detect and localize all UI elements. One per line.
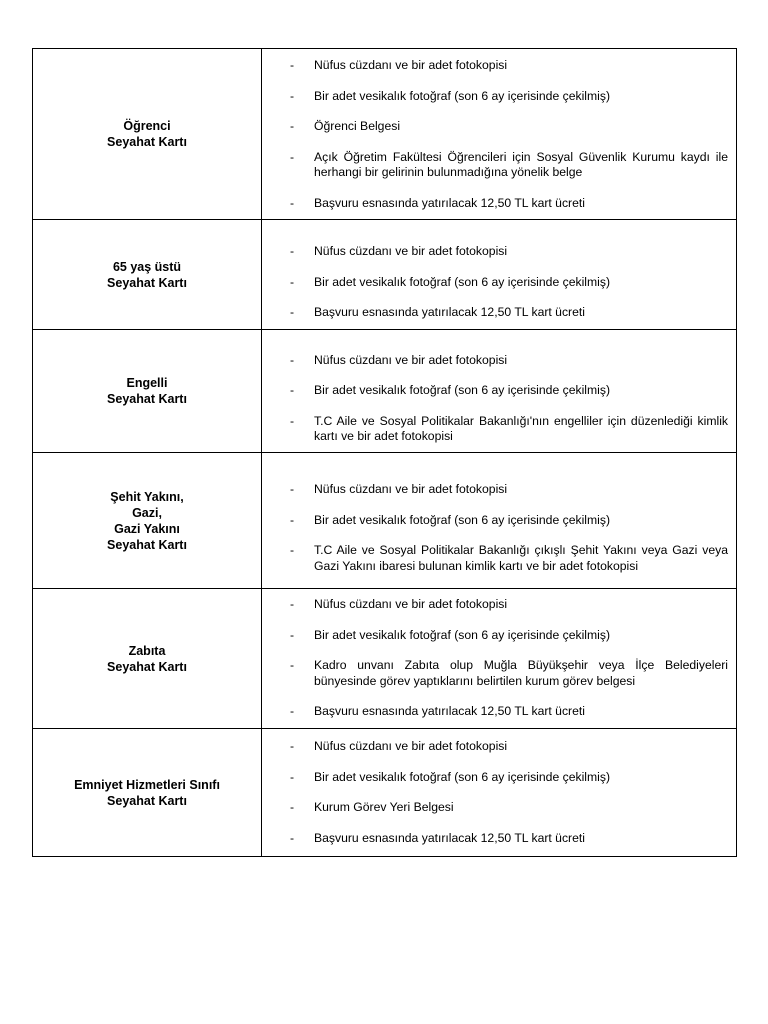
requirement-item: - Bir adet vesikalık fotoğraf (son 6 ay içerisinde çekilmiş) — [290, 274, 610, 289]
card-type-line: Zabıta — [128, 643, 166, 658]
requirement-item: - Bir adet vesikalık fotoğraf (son 6 ay içerisinde çekilmiş) — [290, 383, 610, 397]
card-type-line: Gazi Yakını — [114, 521, 180, 536]
requirement-item: - Başvuru esnasında yatırılacak 12,50 TL kart ücreti — [290, 195, 585, 210]
requirement-item: - Açık Öğretim Fakültesi Öğrencileri için Sosyal Güvenlik Kurumu kaydı ile herhangi bir gelirinin bulunmadığına yönelik belge — [290, 149, 728, 179]
card-type-line: 65 yaş üstü — [112, 259, 182, 274]
table-row-ogrenci — [33, 49, 737, 220]
requirement-item: - Nüfus cüzdanı ve bir adet fotokopisi — [290, 482, 508, 496]
requirement-item: - Nüfus cüzdanı ve bir adet fotokopisi — [290, 58, 508, 72]
requirements-list — [262, 58, 736, 211]
requirements-cell — [262, 49, 737, 220]
table-row-engelli — [33, 330, 737, 453]
table-row-sehit-gazi — [33, 453, 737, 589]
requirement-item: - Nüfus cüzdanı ve bir adet fotokopisi — [290, 739, 508, 753]
requirement-item: - Kadro unvanı Zabıta olup Muğla Büyükşehir veya İlçe Belediyeleri bünyesinde görev yaptıklarını belirtilen kurum görev belgesi — [290, 658, 728, 688]
requirements-list — [262, 597, 736, 720]
card-type-line: Seyahat Kartı — [107, 275, 187, 290]
card-type-cell — [33, 729, 262, 857]
requirements-list — [262, 244, 736, 321]
table-row-zabita — [33, 589, 737, 729]
requirements-cell — [262, 729, 737, 857]
requirement-item: - Nüfus cüzdanı ve bir adet fotokopisi — [290, 597, 508, 612]
requirements-cell — [262, 330, 737, 453]
requirement-item: - Bir adet vesikalık fotoğraf (son 6 ay içerisinde çekilmiş) — [290, 769, 610, 784]
card-type-cell — [33, 330, 262, 453]
requirement-item: - T.C Aile ve Sosyal Politikalar Bakanlığı'nın engelliler için düzenlediği kimlik kartı ve bir adet fotokopisi — [290, 413, 728, 443]
card-type-line: Seyahat Kartı — [107, 537, 187, 552]
requirement-item: - Nüfus cüzdanı ve bir adet fotokopisi — [290, 244, 508, 259]
card-type-cell — [33, 220, 262, 330]
requirement-item: - Bir adet vesikalık fotoğraf (son 6 ay içerisinde çekilmiş) — [290, 627, 610, 642]
card-type-cell — [33, 49, 262, 220]
card-type-line: Seyahat Kartı — [107, 793, 187, 808]
travel-card-requirements-table — [32, 48, 737, 857]
requirements-list — [262, 482, 736, 574]
card-type-line: Şehit Yakını, — [110, 489, 184, 504]
requirements-cell — [262, 220, 737, 330]
requirement-item: - Başvuru esnasında yatırılacak 12,50 TL kart ücreti — [290, 704, 585, 719]
card-type-line: Seyahat Kartı — [107, 659, 187, 674]
table-row-65-yas-ustu — [33, 220, 737, 330]
requirement-item: - Bir adet vesikalık fotoğraf (son 6 ay içerisinde çekilmiş) — [290, 88, 610, 103]
requirements-list — [262, 739, 736, 846]
requirement-item: - Kurum Görev Yeri Belgesi — [290, 800, 454, 814]
card-type-line: Seyahat Kartı — [107, 392, 187, 406]
requirement-item: - Başvuru esnasında yatırılacak 12,50 TL kart ücreti — [290, 305, 585, 320]
card-type-line: Emniyet Hizmetleri Sınıfı — [74, 777, 220, 792]
card-type-cell — [33, 589, 262, 729]
card-type-line: Seyahat Kartı — [107, 135, 187, 149]
requirement-item: - Nüfus cüzdanı ve bir adet fotokopisi — [290, 352, 508, 367]
requirements-cell — [262, 453, 737, 589]
requirement-item: - Öğrenci Belgesi — [290, 119, 401, 133]
card-type-line: Öğrenci — [123, 119, 171, 133]
requirement-item: - Başvuru esnasında yatırılacak 12,50 TL kart ücreti — [290, 830, 585, 845]
card-type-line: Engelli — [126, 376, 168, 390]
requirements-list — [262, 353, 736, 445]
requirement-item: - Bir adet vesikalık fotoğraf (son 6 ay içerisinde çekilmiş) — [290, 512, 610, 527]
card-type-cell — [33, 453, 262, 589]
requirement-item: - T.C Aile ve Sosyal Politikalar Bakanlığı çıkışlı Şehit Yakını veya Gazi veya Gazi Yakını ibaresi bulunan kimlik kartı ve bir adet fotokopisi — [290, 543, 728, 573]
requirements-cell — [262, 589, 737, 729]
table-row-emniyet — [33, 729, 737, 857]
card-type-line: Gazi, — [132, 505, 162, 520]
